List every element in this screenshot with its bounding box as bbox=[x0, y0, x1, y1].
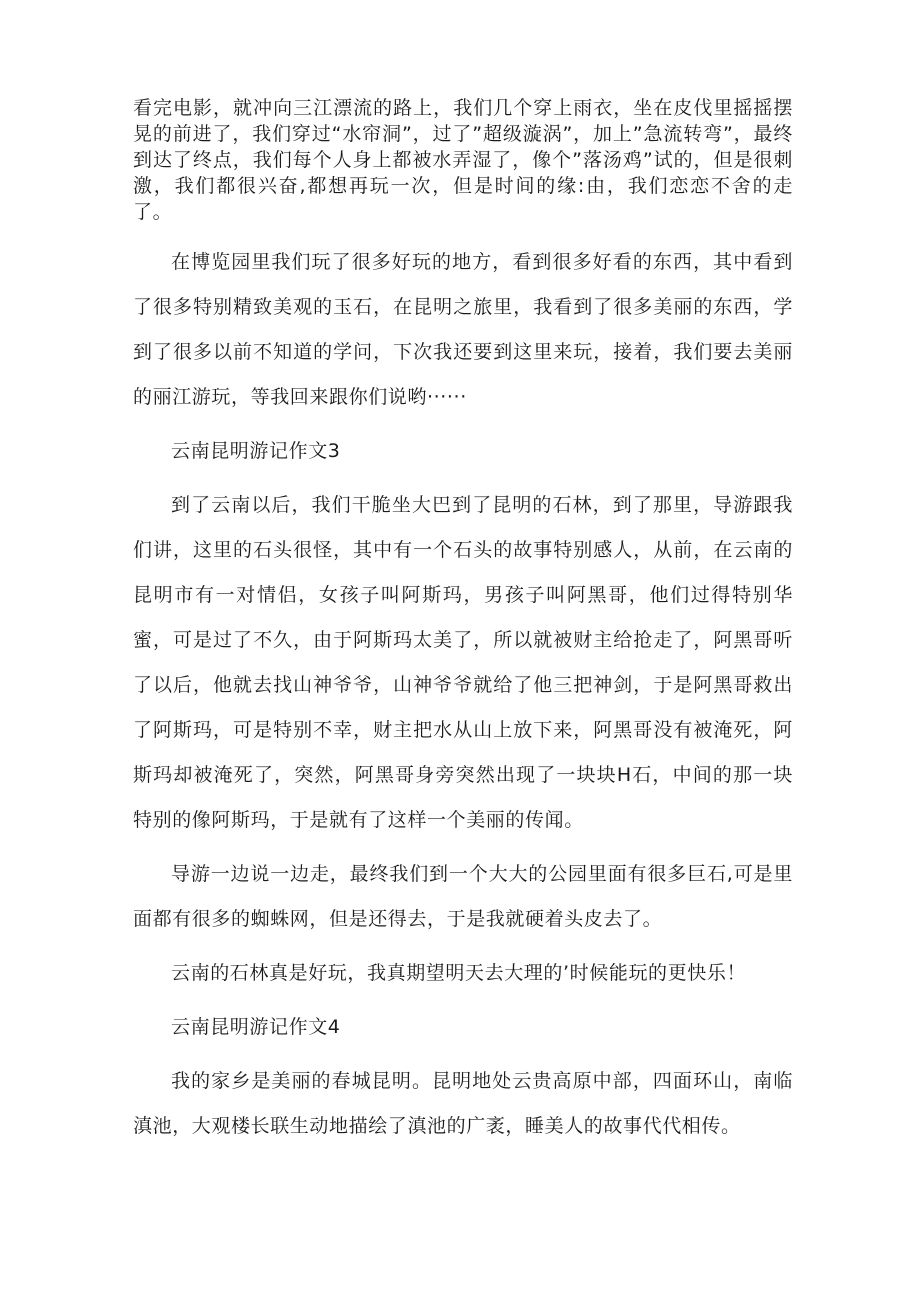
paragraph-hometown-kunming: 我的家乡是美丽的春城昆明。昆明地处云贵高原中部，四面环山，南临滇池，大观楼长联生动地描绘了滇池的广袤，睡美人的故事代代相传。 bbox=[133, 1070, 793, 1137]
paragraph-stone-forest-legend: 到了云南以后，我们干脆坐大巴到了昆明的石林，到了那里，导游跟我们讲，这里的石头很怪，其中有一个石头的故事特别感人，从前，在云南的昆明市有一对情侣，女孩子叫阿斯玛，男孩子叫阿黑哥，他们过得特别华蜜，可是过了不久，由于阿斯玛太美了，所以就被财主给抢走了，阿黑哥听了以后，他就去找山神爷爷，山神爷爷就给了他三把神剑，于是阿黑哥救出了阿斯玛，可是特别不幸，财主把水从山上放下来，阿黑哥没有被淹死，阿斯玛却被淹死了，突然，阿黑哥身旁突然出现了一块块H石，中间的那一块特别的像阿斯玛，于是就有了这样一个美丽的传闻。 bbox=[133, 494, 793, 831]
section-heading-essay-3: 云南昆明游记作文3 bbox=[171, 440, 341, 462]
paragraph-guide-walk: 导游一边说一边走，最终我们到一个大大的公园里面有很多巨石,可是里面都有很多的蜘蛛网，但是还得去，于是我就硬着头皮去了。 bbox=[133, 863, 793, 930]
document-body bbox=[133, 95, 793, 1149]
section-heading-essay-4: 云南昆明游记作文4 bbox=[171, 1016, 341, 1038]
paragraph-expo-garden: 在博览园里我们玩了很多好玩的地方，看到很多好看的东西，其中看到了很多特别精致美观的玉石，在昆明之旅里，我看到了很多美丽的东西，学到了很多以前不知道的学问，下次我还要到这里来玩，接着，我们要去美丽的丽江游玩，等我回来跟你们说哟······ bbox=[133, 251, 793, 408]
paragraph-rafting: 看完电影，就冲向三江漂流的路上，我们几个穿上雨衣，坐在皮伐里摇摇摆晃的前进了，我们穿过“水帘洞”，过了”超级漩涡”，加上”急流转弯”，最终到达了终点，我们每个人身上都被水弄湿了，像个”落汤鸡”试的，但是很刺激，我们都很兴奋,都想再玩一次，但是时间的缘:由，我们恋恋不舍的走了。 bbox=[133, 97, 793, 223]
paragraph-stone-forest-fun: 云南的石林真是好玩，我真期望明天去大理的’时候能玩的更快乐！ bbox=[171, 962, 747, 984]
